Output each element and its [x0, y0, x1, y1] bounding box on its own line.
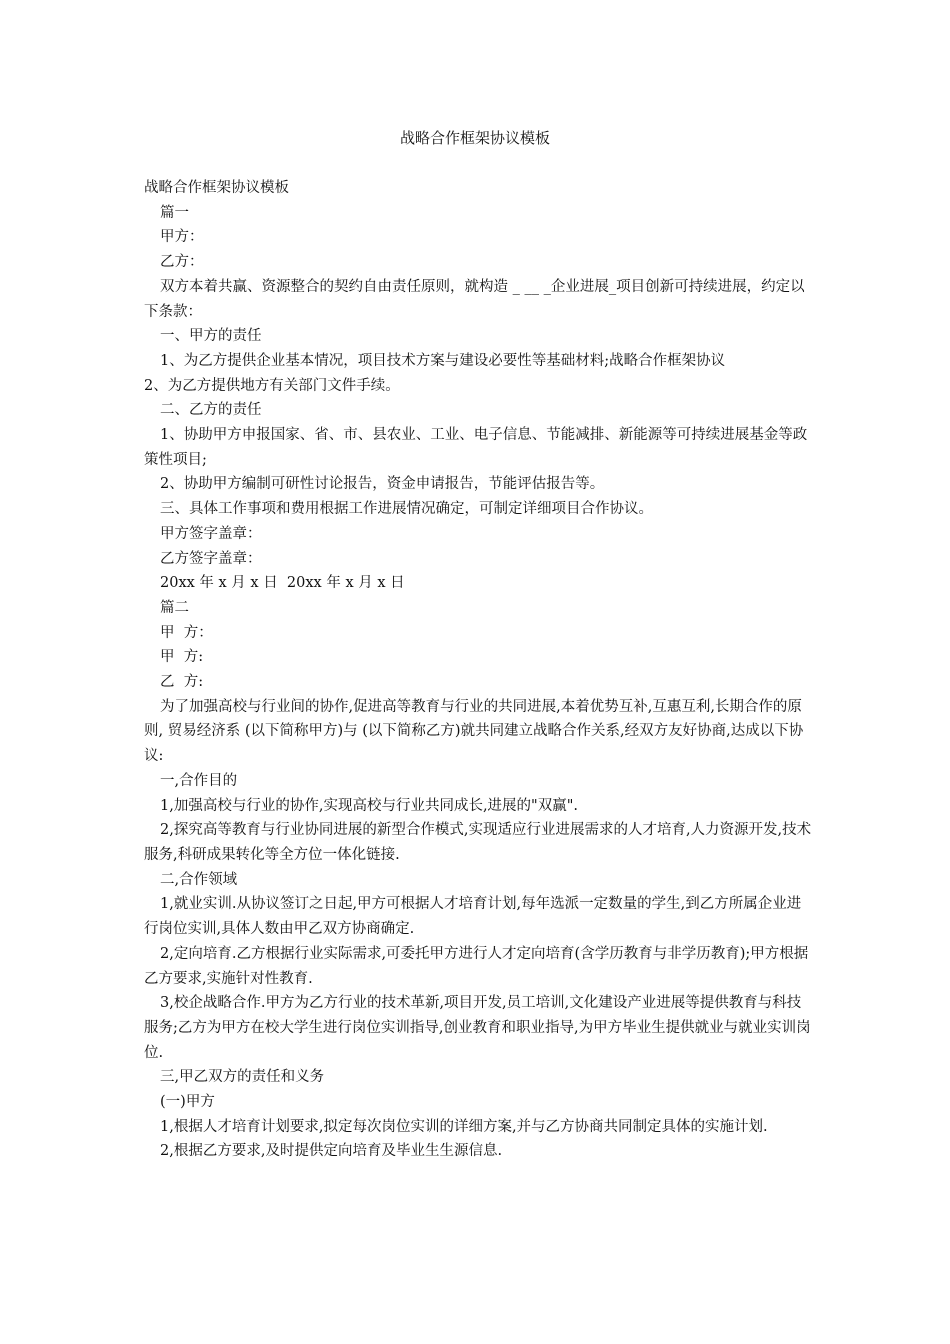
paragraph: 双方本着共赢、资源整合的契约自由责任原则，就构造 _ __ _企业进展_项目创新可持续进展，约定以下条款：	[144, 278, 805, 320]
paragraph: 1,根据人才培育计划要求,拟定每次岗位实训的详细方案,并与乙方协商共同制定具体的实施计划.	[160, 1118, 768, 1135]
paragraph: 20xx 年 x 月 x 日 20xx 年 x 月 x 日	[160, 575, 405, 592]
paragraph: (一)甲方	[160, 1094, 215, 1111]
document-body	[144, 176, 812, 1164]
paragraph: 乙方签字盖章：	[160, 550, 262, 567]
paragraph: 一,合作目的	[160, 772, 238, 789]
paragraph: 1,加强高校与行业的协作,实现高校与行业共同成长,进展的"双赢".	[160, 797, 578, 814]
paragraph: 战略合作框架协议模板	[144, 180, 289, 196]
paragraph: 甲 方:	[160, 649, 204, 666]
paragraph: 2,定向培育.乙方根据行业实际需求,可委托甲方进行人才定向培育(含学历教育与非学历教育);甲方根据乙方要求,实施针对性教育.	[144, 945, 809, 987]
paragraph: 2,根据乙方要求,及时提供定向培育及毕业生生源信息.	[160, 1143, 503, 1160]
document-title: 战略合作框架协议模板	[399, 129, 550, 147]
paragraph: 篇一	[160, 204, 189, 221]
paragraph: 乙方：	[160, 254, 204, 271]
paragraph: 篇二	[160, 599, 189, 616]
paragraph: 3,校企战略合作.甲方为乙方行业的技术革新,项目开发,员工培训,文化建设产业进展等提供教育与科技服务;乙方为甲方在校大学生进行岗位实训指导,创业教育和职业指导,为甲方毕业生提供就业与就业实训岗位.	[144, 995, 811, 1061]
paragraph: 甲 方：	[160, 624, 213, 641]
paragraph: 二、乙方的责任	[160, 402, 262, 419]
paragraph: 1、为乙方提供企业基本情况，项目技术方案与建设必要性等基础材料;战略合作框架协议	[160, 352, 726, 369]
paragraph: 1、协助甲方申报国家、省、市、县农业、工业、电子信息、节能减排、新能源等可持续进展基金等政策性项目;	[144, 427, 808, 468]
paragraph: 乙 方:	[160, 674, 204, 691]
paragraph: 2、协助甲方编制可研性讨论报告，资金申请报告，节能评估报告等。	[160, 476, 605, 493]
paragraph: 甲方签字盖章：	[160, 525, 262, 542]
paragraph: 2、为乙方提供地方有关部门文件手续。	[144, 377, 400, 394]
paragraph: 为了加强高校与行业间的协作,促进高等教育与行业的共同进展,本着优势互补,互惠互利,长期合作的原则, 贸易经济系 (以下简称甲方)与 (以下简称乙方)就共同建立战略合作关系,经双方友好协商,达成以下协议:	[144, 698, 804, 765]
paragraph: 三,甲乙双方的责任和义务	[160, 1069, 325, 1086]
paragraph: 三、具体工作事项和费用根据工作进展情况确定，可制定详细项目合作协议。	[160, 501, 653, 518]
paragraph: 1,就业实训.从协议签订之日起,甲方可根据人才培育计划,每年选派一定数量的学生,到乙方所属企业进行岗位实训,具体人数由甲乙双方协商确定.	[144, 896, 802, 938]
paragraph: 二,合作领域	[160, 871, 238, 888]
paragraph: 2,探究高等教育与行业协同进展的新型合作模式,实现适应行业进展需求的人才培育,人力资源开发,技术服务,科研成果转化等全方位一体化链接.	[144, 822, 812, 863]
paragraph: 一、甲方的责任	[160, 328, 262, 345]
paragraph: 甲方：	[160, 229, 204, 246]
